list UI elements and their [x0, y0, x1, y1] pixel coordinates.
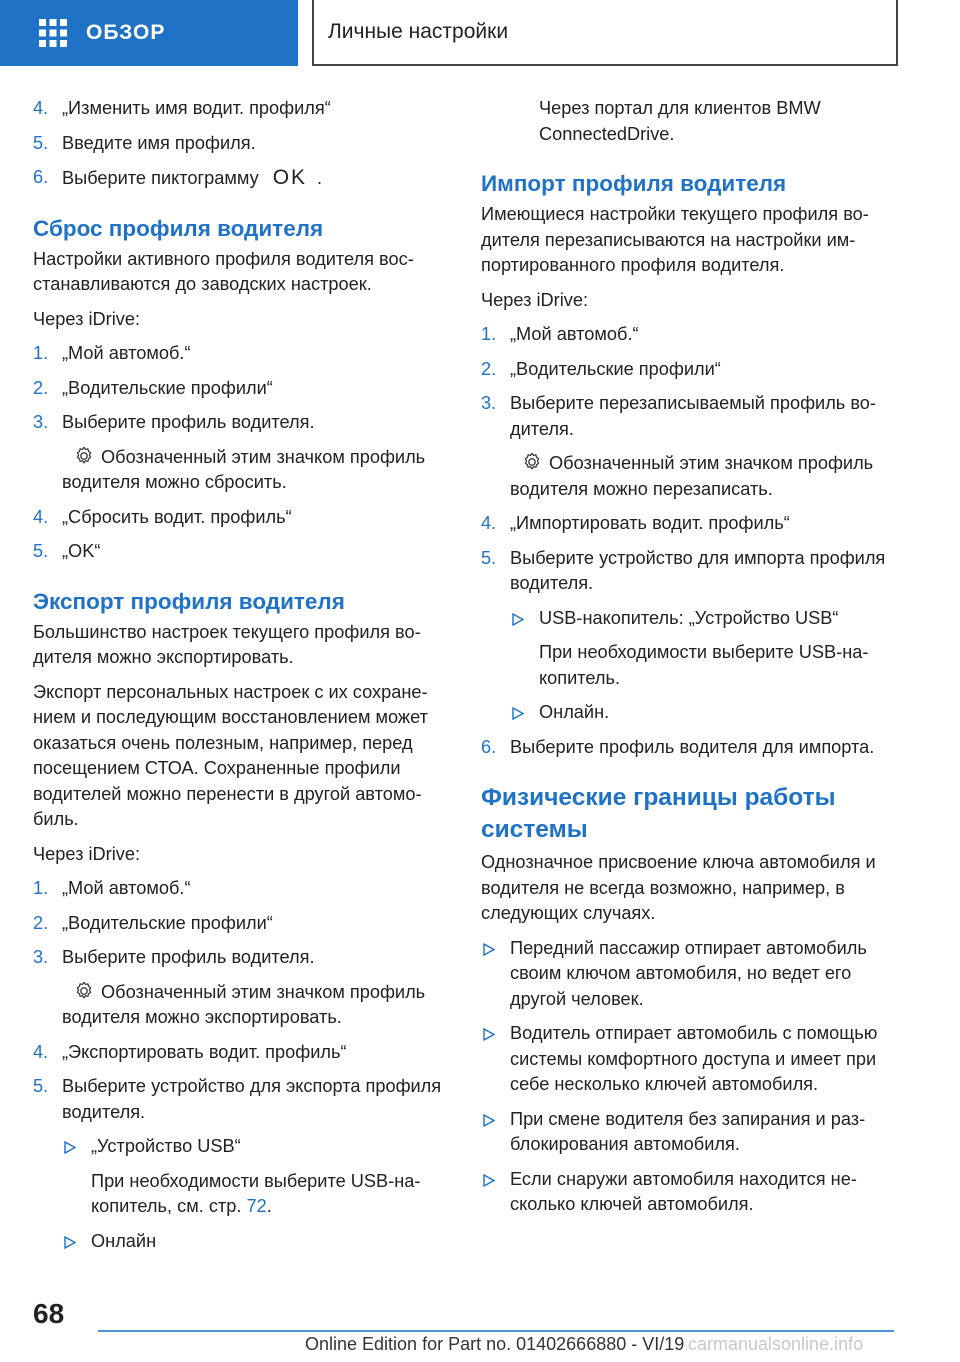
step-text: Выберите устройство для экспорта профиля водителя.	[62, 1076, 442, 1122]
gear-icon	[521, 451, 543, 473]
triangle-bullet-icon	[483, 1028, 495, 1041]
step-number: 2.	[33, 377, 49, 398]
step-number: 3.	[481, 393, 497, 413]
step-text: „Водительские профили“	[62, 912, 273, 933]
list-item	[481, 322, 901, 348]
detail-text: При необходимости выберите USB-накопитель, см. стр.	[91, 1170, 421, 1216]
paragraph: Однозначное присвоение ключа автомобиля и водителя не всегда возможно, например, в следующих случаях.	[481, 852, 876, 923]
list-item	[481, 735, 901, 761]
paragraph: Имеющиеся настройки текущего профиля водителя перезаписываются на настройки импортированного профиля водителя.	[481, 204, 869, 275]
step-number: 4.	[481, 513, 497, 533]
sub-option-text: Онлайн.	[539, 702, 610, 722]
list-item	[481, 357, 901, 383]
step-text: Выберите пиктограмму	[62, 168, 259, 188]
section-heading-limits: Физические границы работы системы	[481, 784, 836, 843]
list-item	[481, 511, 901, 537]
bullet-item	[481, 936, 901, 1013]
note-text: Обозначенный этим значком профиль водителя можно перезаписать.	[510, 453, 874, 499]
step-number: 3.	[33, 412, 49, 432]
paragraph: Через портал для клиентов BMW ConnectedDrive.	[539, 98, 821, 144]
sub-option-text: „Устройство USB“	[91, 1136, 241, 1156]
step-text: „OK“	[62, 541, 101, 561]
step-number: 1.	[481, 324, 497, 344]
right-column	[481, 96, 901, 1227]
section-title: Личные настройки	[328, 20, 509, 43]
sub-option-text: Онлайн	[91, 1230, 157, 1251]
step-text: „Водительские профили“	[62, 377, 273, 398]
ok-icon: OK	[272, 166, 308, 189]
step-number: 4.	[33, 506, 49, 527]
bullet-text: При смене водителя без запирания и разблокирования автомобиля.	[510, 1108, 866, 1154]
page-link[interactable]: 72	[246, 1196, 267, 1216]
list-item	[481, 546, 901, 597]
step-number: 5.	[481, 547, 497, 568]
bullet-text: Передний пассажир отпирает автомобиль своим ключом автомобиля, но ведет его другой человек.	[510, 937, 867, 1009]
list-item	[33, 96, 453, 122]
step-text: Введите имя профиля.	[62, 132, 256, 153]
bullet-text: Если снаружи автомобиля находится несколько ключей автомобиля.	[510, 1168, 857, 1214]
triangle-bullet-icon	[483, 1174, 495, 1187]
list-item	[33, 945, 453, 971]
grid-menu-icon	[38, 18, 68, 48]
step-text-end: .	[317, 168, 323, 188]
triangle-bullet-icon	[483, 943, 495, 956]
step-number: 2.	[33, 912, 49, 933]
gear-icon	[73, 980, 95, 1002]
paragraph: Через iDrive:	[33, 308, 140, 329]
list-item	[33, 539, 453, 565]
paragraph: Большинство настроек текущего профиля водителя можно экспортировать.	[33, 621, 421, 667]
note-text: Обозначенный этим значком профиль водителя можно экспортировать.	[62, 981, 426, 1027]
step-number: 2.	[481, 358, 497, 379]
step-text: „Водительские профили“	[510, 358, 721, 379]
list-item	[33, 410, 453, 436]
paragraph: Настройки активного профиля водителя восстанавливаются до заводских настроек.	[33, 248, 414, 294]
triangle-bullet-icon	[483, 1114, 495, 1127]
step-number: 5.	[33, 541, 49, 561]
tab-overview-label: ОБЗОР	[86, 21, 166, 44]
step-number: 5.	[33, 1076, 49, 1096]
step-text: „Экспортировать водит. профиль“	[62, 1041, 347, 1062]
top-navigation-bar	[0, 0, 960, 68]
section-heading-reset: Сброс профиля водителя	[33, 215, 324, 241]
list-item	[33, 1040, 453, 1066]
step-text: „Сбросить водит. профиль“	[62, 506, 292, 527]
step-text: Выберите перезаписываемый профиль водителя.	[510, 393, 876, 439]
paragraph: Через iDrive:	[33, 843, 140, 864]
list-item	[33, 341, 453, 367]
sub-option-text: USB-накопитель: „Устройство USB“	[539, 607, 839, 628]
note-text: Обозначенный этим значком профиль водителя можно сбросить.	[62, 446, 426, 492]
bullet-item	[481, 1167, 901, 1218]
tab-section-personal-settings[interactable]	[312, 0, 898, 66]
detail-end: .	[266, 1196, 272, 1216]
section-heading-export: Экспорт профиля водителя	[33, 588, 345, 614]
watermark: carmanualsonline.info	[688, 1334, 864, 1354]
note	[62, 980, 453, 1031]
list-item	[33, 911, 453, 937]
step-text: Выберите профиль водителя для импорта.	[510, 736, 875, 757]
step-number: 4.	[33, 98, 49, 118]
sub-option	[510, 700, 901, 726]
step-text: Выберите устройство для импорта профиля водителя.	[510, 547, 886, 593]
footer-edition: Online Edition for Part no. 01402666880 - VI/19	[305, 1334, 685, 1354]
list-item	[33, 131, 453, 157]
sub-option	[62, 1134, 453, 1160]
triangle-bullet-icon	[512, 613, 524, 626]
bullet-text: Водитель отпирает автомобиль с помощью системы комфортного доступа и имеет при себе несколько ключей автомобиля.	[510, 1023, 878, 1094]
paragraph: Через iDrive:	[481, 289, 588, 310]
list-item	[481, 391, 901, 442]
triangle-bullet-icon	[512, 707, 524, 720]
bullet-item	[481, 1021, 901, 1098]
sub-option-detail: При необходимости выберите USB-накопитель.	[539, 642, 869, 688]
list-item	[33, 376, 453, 402]
step-text: Выберите профиль водителя.	[62, 947, 315, 967]
page-number: 68	[33, 1298, 65, 1329]
step-text: „Мой автомоб.“	[510, 324, 639, 344]
list-item	[33, 165, 453, 192]
note	[510, 451, 901, 502]
step-number: 6.	[33, 167, 49, 187]
step-text: „Мой автомоб.“	[62, 343, 191, 363]
step-number: 1.	[33, 878, 49, 898]
sub-option	[62, 1229, 453, 1255]
step-number: 4.	[33, 1041, 49, 1062]
sub-option	[510, 606, 901, 632]
step-number: 6.	[481, 736, 497, 757]
list-item	[33, 1074, 453, 1125]
sub-option-detail	[91, 1169, 453, 1220]
step-number: 5.	[33, 132, 49, 153]
step-text: Выберите профиль водителя.	[62, 412, 315, 432]
footer-divider	[98, 1330, 894, 1332]
paragraph: Экспорт персональных настроек с их сохранением и последующим восстановлением может оказаться очень полезным, например, перед посещением СТОА. Сохраненные профили водителей можно перенести в другой автомобиль.	[33, 681, 428, 829]
list-item	[33, 876, 453, 902]
step-text: „Импортировать водит. профиль“	[510, 513, 790, 533]
step-number: 1.	[33, 343, 49, 363]
triangle-bullet-icon	[64, 1141, 76, 1154]
bullet-item	[481, 1107, 901, 1158]
tab-overview[interactable]	[0, 0, 298, 66]
list-item	[33, 505, 453, 531]
gear-icon	[73, 445, 95, 467]
note	[62, 445, 453, 496]
triangle-bullet-icon	[64, 1236, 76, 1249]
left-column	[33, 96, 453, 1263]
section-heading-import: Импорт профиля водителя	[481, 171, 787, 196]
step-text: „Мой автомоб.“	[62, 878, 191, 898]
step-text: „Изменить имя водит. профиля“	[62, 98, 331, 118]
step-number: 3.	[33, 947, 49, 967]
